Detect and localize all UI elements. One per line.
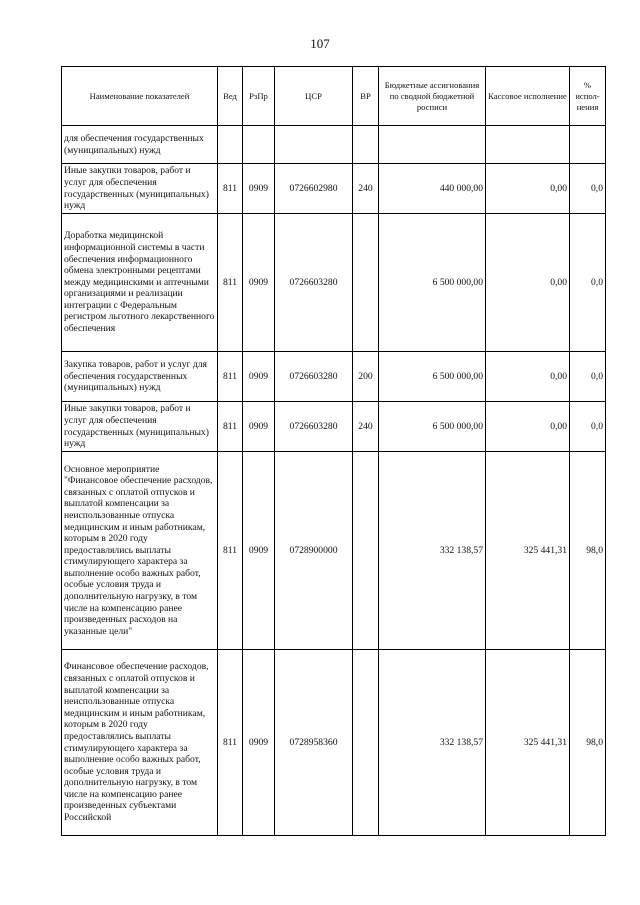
row-rzpr: 0909 — [243, 402, 275, 452]
row-vr: 240 — [353, 164, 379, 214]
row-name: Закупка товаров, работ и услуг для обеспечения государственных (муниципальных) нужд — [62, 352, 218, 402]
row-ved: 811 — [218, 352, 243, 402]
row-name: Иные закупки товаров, работ и услуг для обеспечения государственных (муниципальных) нужд — [62, 164, 218, 214]
row-budget — [379, 126, 486, 164]
row-budget: 6 500 000,00 — [379, 402, 486, 452]
row-rzpr: 0909 — [243, 452, 275, 650]
budget-execution-table — [61, 66, 606, 836]
header-ved: Вед — [218, 67, 243, 126]
row-cash: 0,00 — [486, 214, 570, 352]
header-cash-execution: Кассовое исполнение — [486, 67, 570, 126]
row-cash: 0,00 — [486, 164, 570, 214]
row-vr: 200 — [353, 352, 379, 402]
header-csr: ЦСР — [275, 67, 353, 126]
row-percent: 0,0 — [570, 402, 606, 452]
row-ved: 811 — [218, 402, 243, 452]
row-ved: 811 — [218, 214, 243, 352]
row-name: Иные закупки товаров, работ и услуг для обеспечения государственных (муниципальных) нужд — [62, 402, 218, 452]
row-cash — [486, 126, 570, 164]
table-row — [62, 352, 606, 402]
row-csr: 0726603280 — [275, 214, 353, 352]
row-name: Основное мероприятие "Финансовое обеспечение расходов, связанных с оплатой отпусков и выплатой компенсации за неиспользованные отпуска медицинским и иным работникам, которым в 2020 году предоставлялись выплаты стимулирующего характера за выполнение особо важных работ, особые условия труда и дополнительную нагрузку, в том числе на компенсацию ранее произведенных расходов на указанные цели" — [62, 452, 218, 650]
table-row — [62, 650, 606, 836]
row-percent: 0,0 — [570, 164, 606, 214]
table-row — [62, 164, 606, 214]
row-budget: 440 000,00 — [379, 164, 486, 214]
row-csr: 0726603280 — [275, 352, 353, 402]
row-csr: 0728958360 — [275, 650, 353, 836]
row-vr — [353, 452, 379, 650]
row-csr: 0728900000 — [275, 452, 353, 650]
header-name: Наименование показателей — [62, 67, 218, 126]
row-vr — [353, 126, 379, 164]
header-budget-allocations: Бюджетные ассигнования по сводной бюджетной росписи — [379, 67, 486, 126]
row-budget: 6 500 000,00 — [379, 352, 486, 402]
row-cash: 325 441,31 — [486, 452, 570, 650]
row-csr: 0726602980 — [275, 164, 353, 214]
table-row — [62, 452, 606, 650]
row-vr — [353, 214, 379, 352]
header-vr: ВР — [353, 67, 379, 126]
table-row — [62, 126, 606, 164]
row-ved: 811 — [218, 164, 243, 214]
header-rzpr: РзПр — [243, 67, 275, 126]
row-ved: 811 — [218, 650, 243, 836]
row-percent — [570, 126, 606, 164]
table-header-row — [62, 67, 606, 126]
row-vr: 240 — [353, 402, 379, 452]
row-budget: 6 500 000,00 — [379, 214, 486, 352]
header-percent-execution: % испол-нения — [570, 67, 606, 126]
page-number: 107 — [310, 36, 330, 51]
row-percent: 0,0 — [570, 214, 606, 352]
row-budget: 332 138,57 — [379, 650, 486, 836]
row-rzpr: 0909 — [243, 352, 275, 402]
row-name: Финансовое обеспечение расходов, связанных с оплатой отпусков и выплатой компенсации за неиспользованные отпуска медицинским и иным работникам, которым в 2020 году предоставлялись выплаты стимулирующего характера за выполнение особо важных работ, особые условия труда и дополнительную нагрузку, в том числе на компенсацию ранее произведенных субъектами Российской — [62, 650, 218, 836]
row-cash: 0,00 — [486, 402, 570, 452]
row-cash: 0,00 — [486, 352, 570, 402]
row-percent: 0,0 — [570, 352, 606, 402]
row-ved — [218, 126, 243, 164]
row-percent: 98,0 — [570, 452, 606, 650]
row-csr: 0726603280 — [275, 402, 353, 452]
row-percent: 98,0 — [570, 650, 606, 836]
table-row — [62, 214, 606, 352]
row-vr — [353, 650, 379, 836]
row-ved: 811 — [218, 452, 243, 650]
row-rzpr: 0909 — [243, 164, 275, 214]
table-row — [62, 402, 606, 452]
row-csr — [275, 126, 353, 164]
row-rzpr: 0909 — [243, 650, 275, 836]
row-rzpr — [243, 126, 275, 164]
row-budget: 332 138,57 — [379, 452, 486, 650]
row-name: Доработка медицинской информационной системы в части обеспечения информационного обмена электронными рецептами между медицинскими и аптечными организациями и реализации интеграции с Федеральным регистром льготного лекарственного обеспечения — [62, 214, 218, 352]
row-name: для обеспечения государственных (муниципальных) нужд — [62, 126, 218, 164]
row-cash: 325 441,31 — [486, 650, 570, 836]
row-rzpr: 0909 — [243, 214, 275, 352]
